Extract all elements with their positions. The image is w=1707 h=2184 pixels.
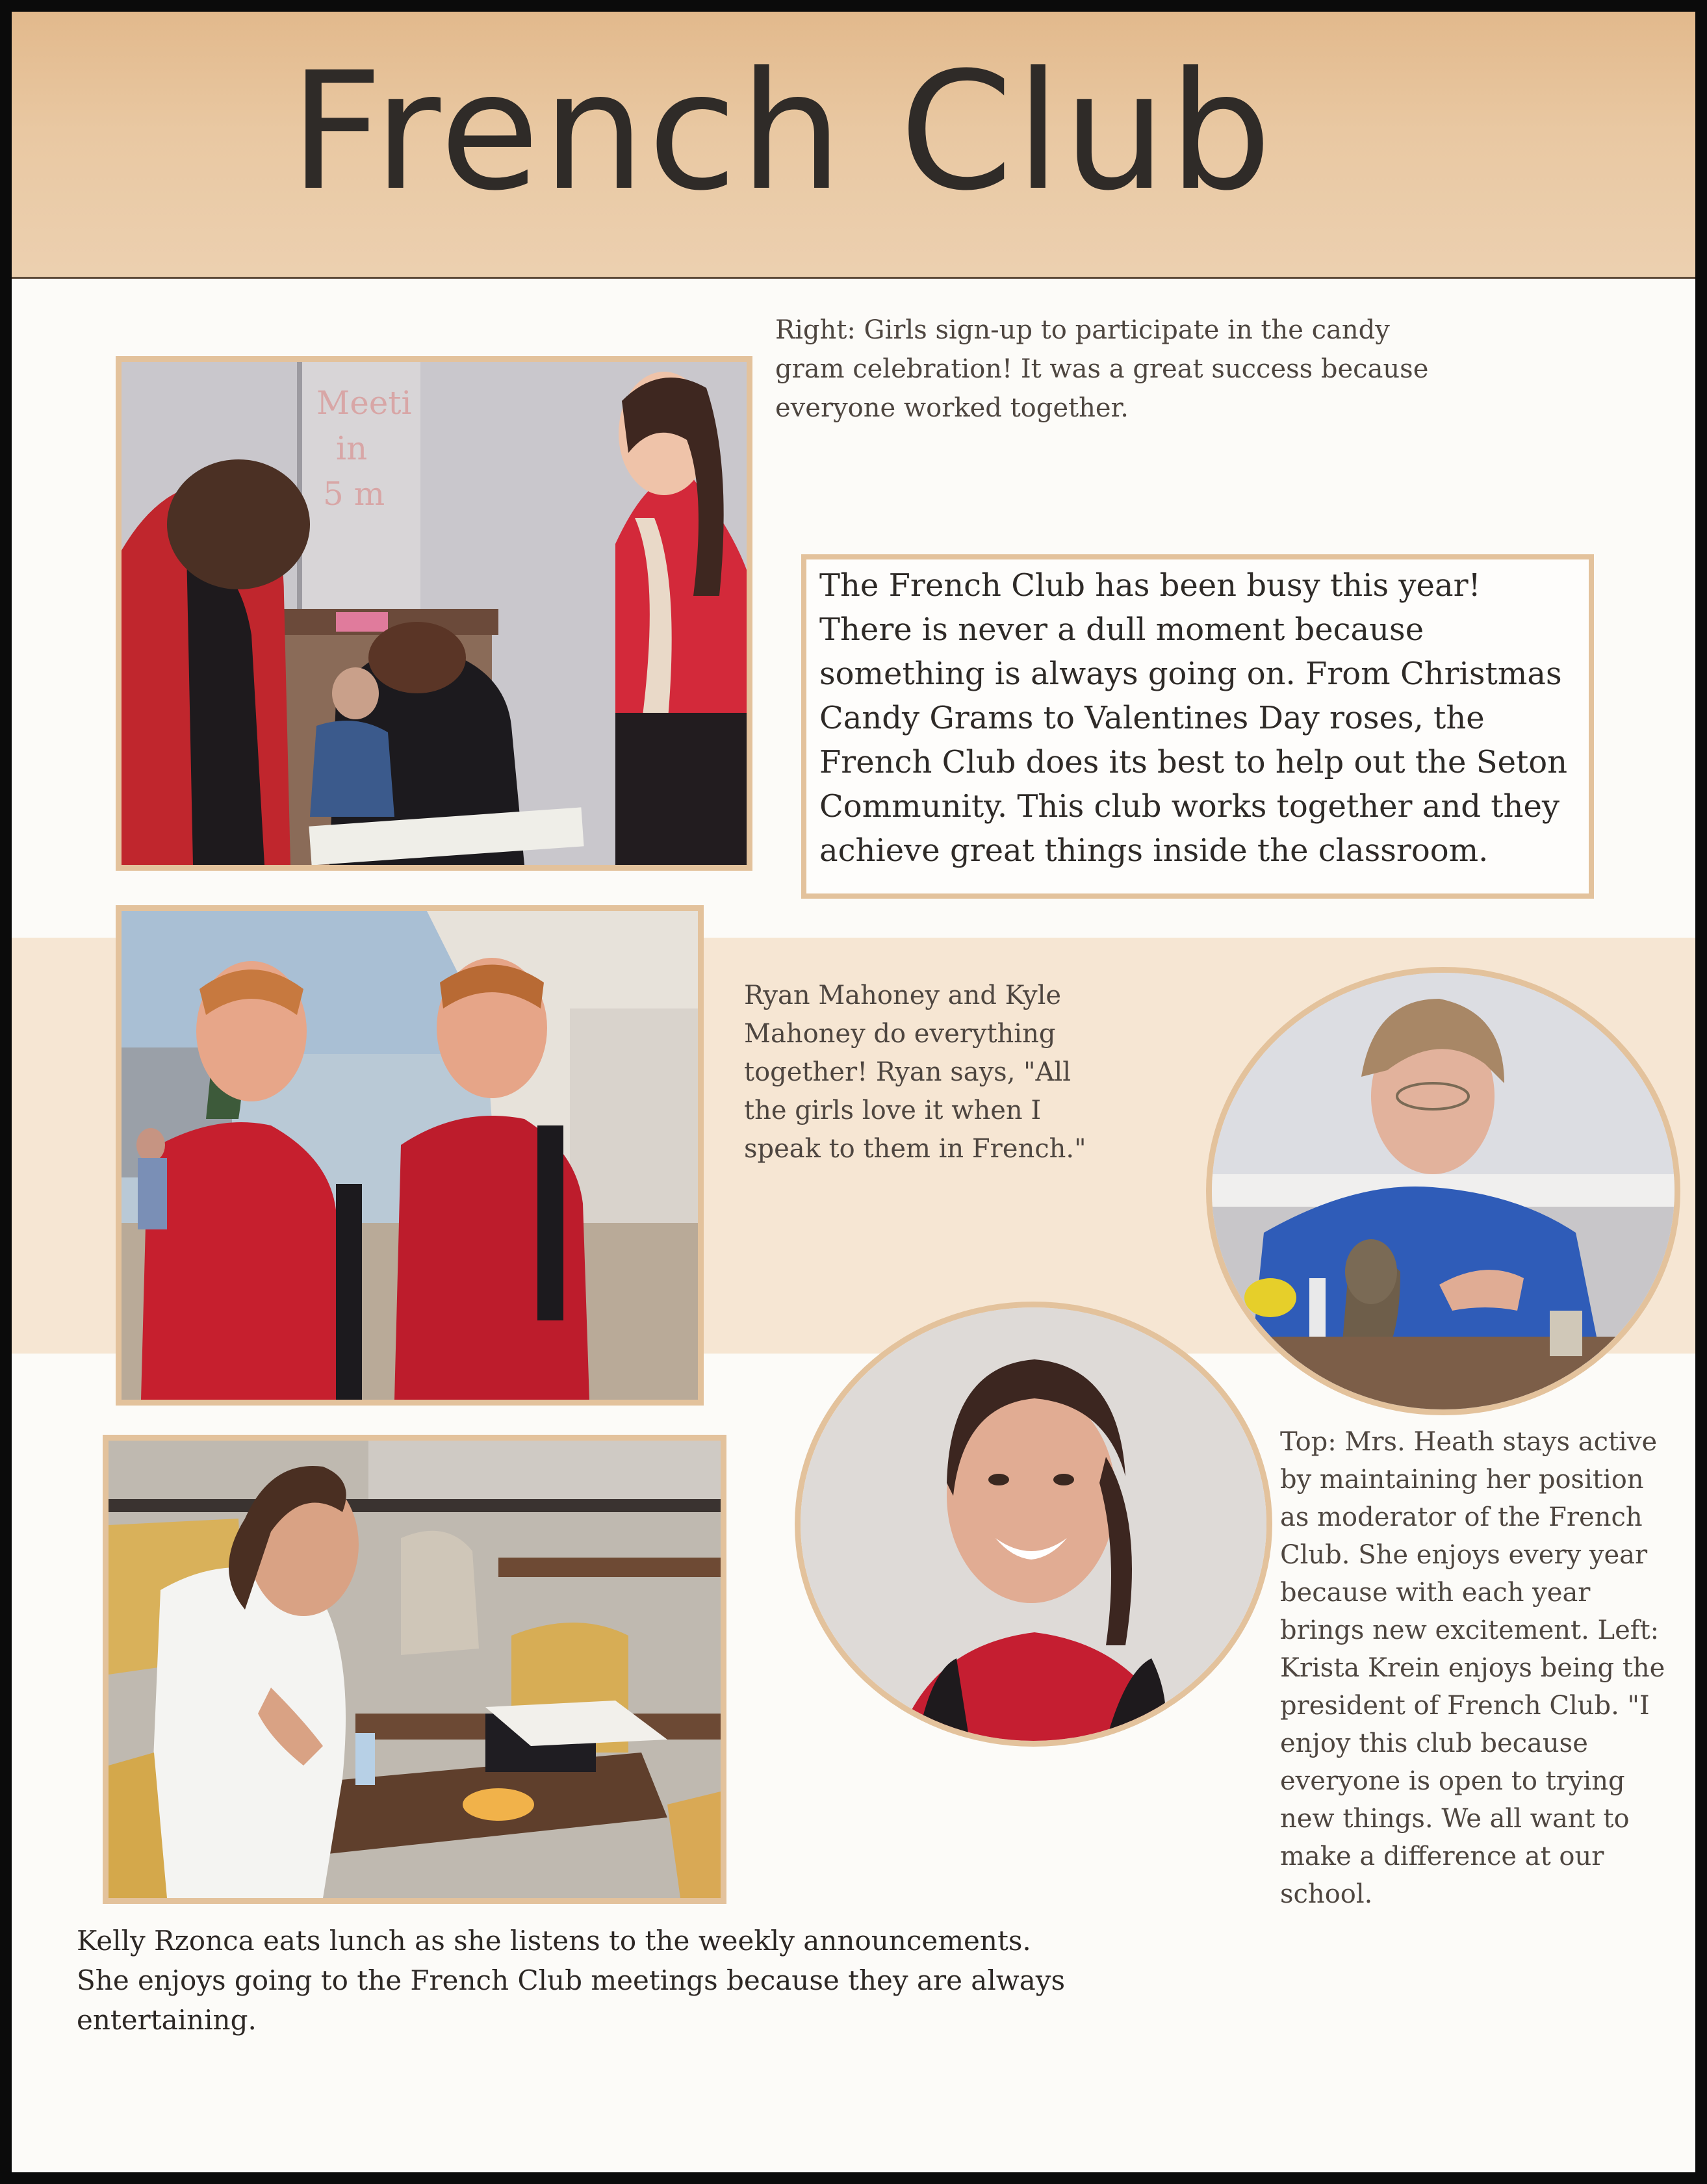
club-story-text: The French Club has been busy this year! There is never a dull moment because something is always going on. From Christmas Candy Grams to Valentines Day roses, the French Club does its best to help out the Seton Community. This club works together and they achieve great things inside the classroom.: [819, 567, 1568, 869]
title-band: [12, 12, 1695, 279]
mahoney-caption: Ryan Mahoney and Kyle Mahoney do everything together! Ryan says, "All the girls love it when I speak to them in French.": [744, 981, 1086, 1164]
club-story-box: [801, 554, 1594, 899]
mahoney-brothers-photo: [116, 905, 704, 1406]
heath-krein-caption: Top: Mrs. Heath stays active by maintaining her position as moderator of the French Club. She enjoys every year because with each year brings new excitement. Left: Krista Krein enjoys being the president of French Club. "I enjoy this club because everyone is open to trying new things. We all want to make a difference at our school.: [1280, 1427, 1665, 1909]
krista-krein-image: [801, 1307, 1266, 1741]
mrs-heath-photo: [1206, 967, 1680, 1415]
kelly-lunch-photo: [103, 1435, 726, 1904]
page-title: French Club: [289, 37, 1275, 226]
signup-photo-image: [122, 362, 747, 865]
mahoney-brothers-image: [122, 911, 698, 1400]
svg-text:Meeti: Meeti: [316, 384, 412, 422]
candy-gram-caption: Right: Girls sign-up to participate in the candy gram celebration! It was a great success because everyone worked together.: [775, 315, 1429, 423]
mrs-heath-image: [1212, 973, 1675, 1409]
kelly-lunch-image: [109, 1441, 721, 1898]
krista-krein-photo: [795, 1302, 1272, 1747]
signup-photo: [116, 356, 752, 871]
yearbook-page: [12, 12, 1695, 2172]
svg-text:in: in: [336, 430, 368, 467]
kelly-caption: Kelly Rzonca eats lunch as she listens to the weekly announcements. She enjoys going to the French Club meetings because they are always entertaining.: [77, 1925, 1066, 2036]
svg-text:5 m: 5 m: [323, 475, 385, 513]
